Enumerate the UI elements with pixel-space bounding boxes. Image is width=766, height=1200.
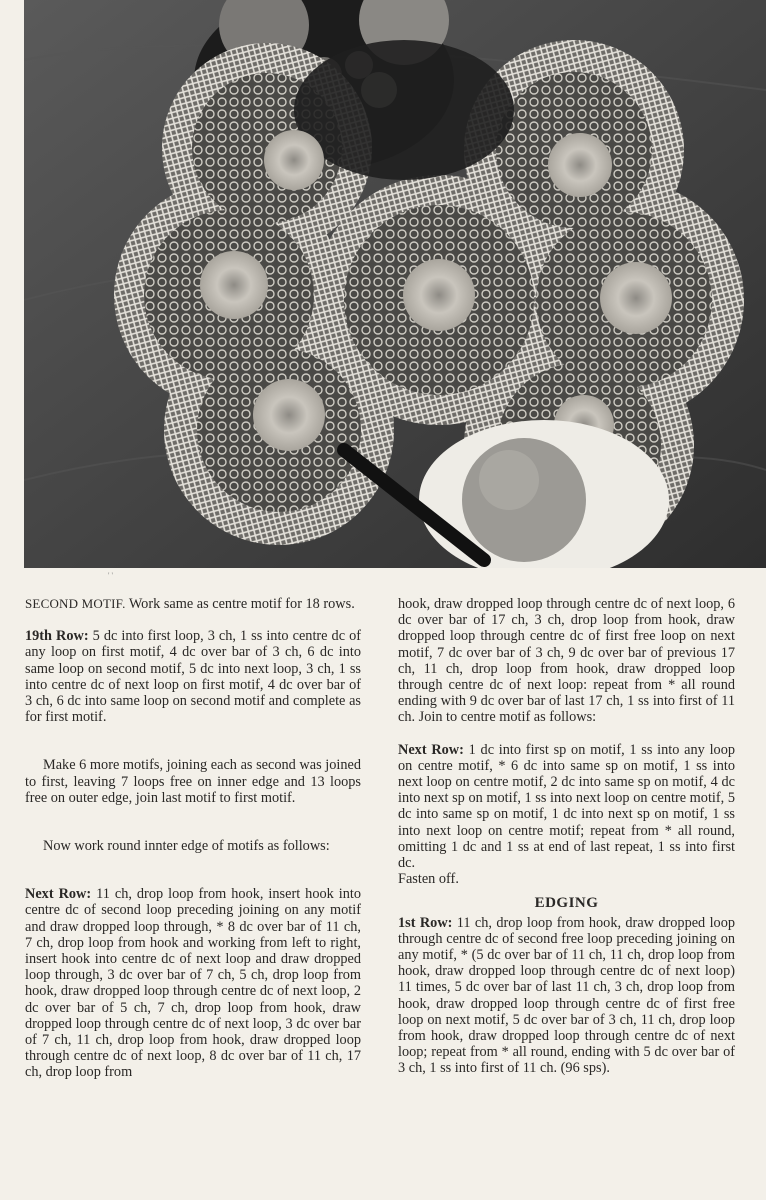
second-motif-text: Work same as centre motif for 18 rows.: [125, 596, 355, 612]
edging-row1-label: 1st Row:: [398, 914, 453, 931]
join-row-label: Next Row:: [398, 741, 464, 758]
edging-row1-text: 11 ch, drop loop from hook, draw dropped loop through centre dc of second free loop preceding joining on any motif, * (5 dc over bar of 11 ch, 11 ch, drop loop from hook, draw dropped loop through centre dc of next loop) 11 times, 5 dc over bar of last 11 ch, 3 ch, drop loop from hook, draw dropped loop through centre dc of first free loop on next motif, 5 dc over bar of 3 ch, 11 ch, drop loop from hook, draw dropped loop through centre dc of next loop; repeat from * all round, ending with 5 dc over bar of 3 ch, 1 ss into first of 11 ch. (96 sps).: [398, 914, 735, 1077]
continued-paragraph: hook, draw dropped loop through centre dc of next loop, 6 dc over bar of 17 ch, 3 ch, drop loop from hook, draw dropped loop through centre dc of first free loop on next motif, 7 dc over bar of 3 ch, 9 dc over bar of previous 17 ch, 11 ch, drop loop from hook, draw dropped loop through centre dc of next loop: repeat from * all round ending with 9 dc over bar of last 17 ch, 1 ss into first of 11 ch. Join to centre motif as follows:: [398, 596, 735, 726]
doily-photo-illustration: [24, 0, 766, 568]
second-motif-label: SECOND MOTIF.: [25, 596, 126, 611]
now-work-paragraph: Now work round innter edge of motifs as follows:: [43, 838, 330, 855]
join-row-text: 1 dc into first sp on motif, 1 ss into any loop on centre motif, * 6 dc into same sp on motif, 1 ss into next loop on centre motif, 2 dc into same sp on motif, 4 dc into next sp on motif, 1 ss into next loop on centre motif, 5 dc into same sp on motif, 1 dc into next sp on motif, 1 ss into next loop on centre motif; repeat from * all round, omitting 1 dc and 1 ss at end of last repeat, 1 ss into first dc.: [398, 741, 735, 872]
row19-text: 5 dc into first loop, 3 ch, 1 ss into centre dc of any loop on first motif, 4 dc over bar of 3 ch, 6 dc into same loop on second motif, 5 dc into next loop, 3 ch, 1 ss into centre dc of next loop on first motif, 4 dc over bar of 3 ch, 6 dc into same loop on second motif and complete as for first motif.: [25, 628, 361, 726]
right-column: [398, 596, 735, 1077]
row19-paragraph: [25, 628, 361, 725]
fasten-off-text: Fasten off.: [398, 871, 459, 888]
second-motif-paragraph: [25, 596, 361, 612]
join-row-paragraph: [398, 742, 735, 872]
left-column: [25, 596, 361, 1081]
edging-heading: EDGING: [534, 895, 599, 912]
row19-label: 19th Row:: [25, 628, 89, 645]
doily-photograph: [24, 0, 766, 568]
next-row-text: 11 ch, drop loop from hook, insert hook into centre dc of second loop preceding joining on any motif and draw dropped loop through, * 8 dc over bar of 11 ch, 7 ch, drop loop from hook and working from left to right, insert hook into centre dc of next loop and draw dropped loop through, 3 dc over bar of 7 ch, 5 ch, drop loop from hook, draw dropped loop through centre dc of next loop, 2 dc over bar of 5 ch, 7 ch, drop loop from hook, draw dropped loop through centre dc of next loop, 3 dc over bar of 7 ch, 11 ch, drop loop from hook, draw dropped loop through centre dc of next loop, 8 dc over bar of 11 ch, 17 ch, drop loop from: [25, 886, 361, 1081]
edging-row1-paragraph: [398, 915, 735, 1077]
stray-print-mark: ' ': [108, 571, 113, 580]
make-more-paragraph: Make 6 more motifs, joining each as second was joined to first, leaving 7 loops free on inner edge and 13 loops free on outer edge, join last motif to first motif.: [25, 757, 361, 806]
next-row-paragraph: [25, 886, 361, 1080]
next-row-label: Next Row:: [25, 886, 92, 903]
